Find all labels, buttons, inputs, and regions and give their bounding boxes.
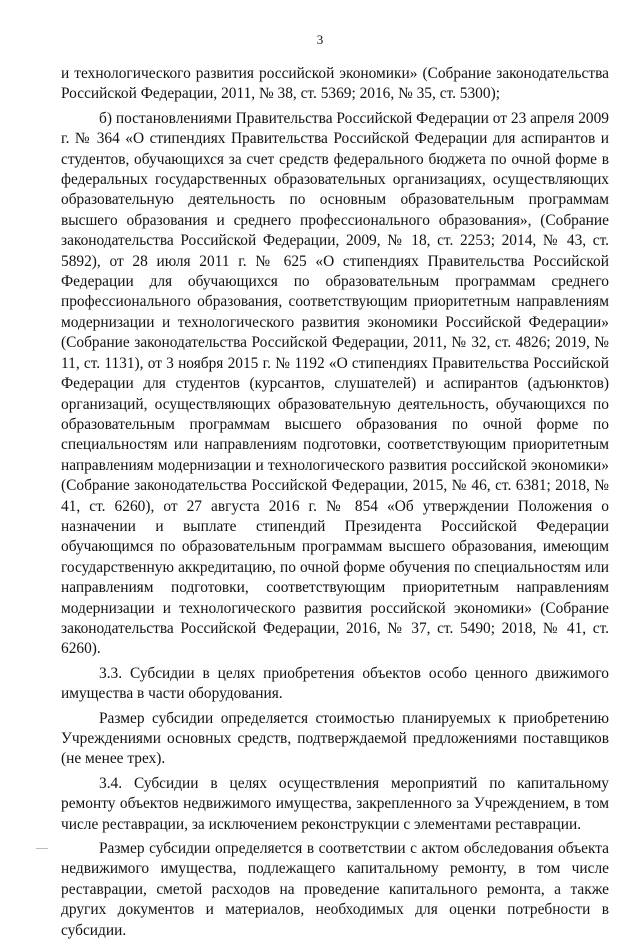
document-body bbox=[61, 64, 609, 945]
paragraph-3-3-size: Размер субсидии определяется стоимостью планируемых к приобретению Учреждениями основных средств, подтверждаемой предложениями поставщиков (не менее трех). bbox=[61, 709, 609, 768]
paragraph-3-4: 3.4. Субсидии в целях осуществления мероприятий по капитальному ремонту объектов недвижимого имущества, закрепленного за Учреждением, в том числе реставрации, за исключением реконструкции с элементами реставрации. bbox=[61, 774, 609, 833]
margin-scan-mark bbox=[36, 848, 48, 849]
page-number: 3 bbox=[316, 32, 324, 47]
paragraph-continuation: и технологического развития российской экономики» (Собрание законодательства Российской Федерации, 2011, № 38, ст. 5369; 2016, № 35, ст. 5300); bbox=[61, 65, 609, 103]
paragraph-item-b: б) постановлениями Правительства Российской Федерации от 23 апреля 2009 г. № 364 «О стипендиях Правительства Российской Федерации для аспирантов и студентов, обучающихся за счет средств федерального бюджета по очной форме в федеральных государственных образовательных организациях, осуществляющих образовательную деятельность по основным образовательным программам высшего образования и среднего профессионального образования», (Собрание законодательства Российской Федерации, 2009, № 18, ст. 2253; 2014, № 43, ст. 5892), от 28 июля 2011 г. № 625 «О стипендиях Правительства Российской Федерации для обучающихся по образовательным программам среднего профессионального образования, соответствующим приоритетным направлениям модернизации и технологического развития экономики Российской Федерации» (Собрание законодательства Российской Федерации, 2011, № 32, ст. 4826; 2019, № 11, ст. 1131), от 3 ноября 2015 г. № 1192 «О стипендиях Правительства Российской Федерации для студентов (курсантов, слушателей) и аспирантов (адъюнктов) организаций, осуществляющих образовательную деятельность, обучающихся по образовательным программам высшего образования по очной форме по специальностям или направлениям подготовки, соответствующим приоритетным направлениям модернизации и технологического развития российской экономики» (Собрание законодательства Российской Федерации, 2015, № 46, ст. 6381; 2018, № 41, ст. 6260), от 27 августа 2016 г. № 854 «Об утверждении Положения о назначении и выплате стипендий Президента Российской Федерации обучающимся по образовательным программам высшего образования, имеющим государственную аккредитацию, по очной форме обучения по специальностям или направлениям подготовки, соответствующим приоритетным направлениям модернизации и технологического развития российской экономики» (Собрание законодательства Российской Федерации, 2016, № 37, ст. 5490; 2018, № 41, ст. 6260). bbox=[61, 109, 609, 658]
paragraph-3-4-size: Размер субсидии определяется в соответствии с актом обследования объекта недвижимого имущества, подлежащего капитальному ремонту, в том числе реставрации, сметой расходов на проведение капитального ремонта, а также других документов и материалов, необходимых для оценки потребности в субсидии. bbox=[61, 840, 609, 939]
paragraph-3-3: 3.3. Субсидии в целях приобретения объектов особо ценного движимого имущества в части оборудования. bbox=[61, 664, 609, 703]
